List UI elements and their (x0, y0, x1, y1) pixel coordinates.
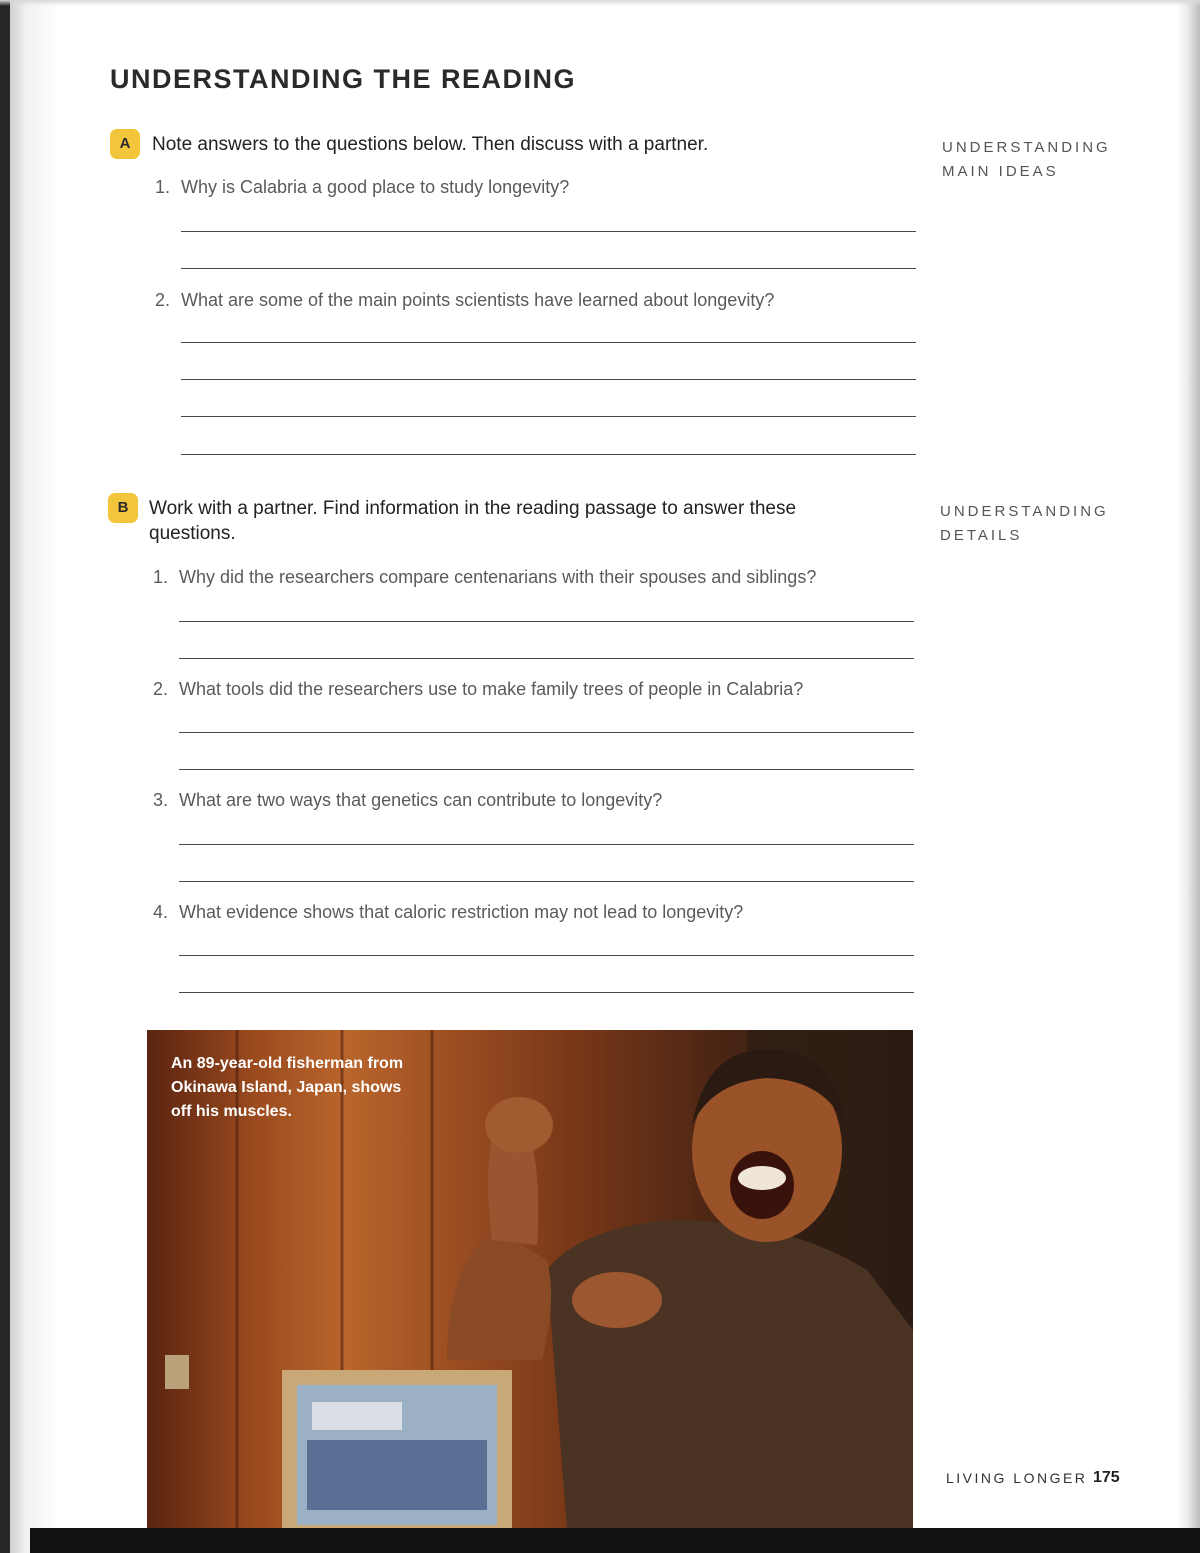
question-number: 1. (155, 177, 171, 197)
section-a-instruction: Note answers to the questions below. Then discuss with a partner. (152, 134, 709, 155)
answer-line[interactable] (179, 732, 914, 733)
question-number: 2. (155, 290, 171, 310)
fisherman-photo (147, 1030, 913, 1530)
answer-line[interactable] (179, 844, 914, 845)
photo-caption: An 89-year-old fisherman from Okinawa Island, Japan, shows off his muscles. (171, 1055, 404, 1120)
question-text: What are two ways that genetics can contribute to longevity? (179, 790, 663, 810)
page-title: UNDERSTANDING THE READING (110, 64, 577, 94)
answer-line[interactable] (179, 992, 914, 993)
answer-line[interactable] (181, 379, 916, 380)
running-head: LIVING LONGER (946, 1470, 1088, 1486)
page-bottom-edge (30, 1528, 1200, 1553)
question-a1 (155, 177, 569, 198)
answer-line[interactable] (179, 658, 914, 659)
answer-line[interactable] (181, 268, 916, 269)
question-number: 4. (153, 902, 169, 922)
section-a-badge: A (110, 129, 140, 159)
top-shadow (0, 0, 1200, 6)
section-b-instruction: Work with a partner. Find information in the reading passage to answer these questions. (149, 498, 797, 544)
book-spine-edge (0, 0, 10, 1553)
answer-line[interactable] (179, 881, 914, 882)
question-number: 1. (153, 567, 169, 587)
question-text: Why did the researchers compare centenarians with their spouses and siblings? (179, 567, 817, 587)
question-b2 (153, 679, 803, 700)
question-number: 3. (153, 790, 169, 810)
question-text: Why is Calabria a good place to study longevity? (181, 177, 570, 197)
question-b1 (153, 567, 816, 588)
page-number: 175 (1093, 1469, 1120, 1486)
question-text: What evidence shows that caloric restriction may not lead to longevity? (179, 902, 744, 922)
answer-line[interactable] (181, 416, 916, 417)
section-b-badge: B (108, 493, 138, 523)
question-b4 (153, 902, 743, 923)
question-b3 (153, 790, 662, 811)
question-number: 2. (153, 679, 169, 699)
answer-line[interactable] (179, 621, 914, 622)
answer-line[interactable] (179, 955, 914, 956)
answer-line[interactable] (181, 342, 916, 343)
question-text: What are some of the main points scientists have learned about longevity? (181, 290, 775, 310)
answer-line[interactable] (181, 454, 916, 455)
side-label-main-ideas: UNDERSTANDING MAIN IDEAS (942, 139, 1111, 180)
question-a2 (155, 290, 774, 311)
question-text: What tools did the researchers use to make family trees of people in Calabria? (179, 679, 804, 699)
side-label-details: UNDERSTANDING DETAILS (940, 503, 1109, 544)
answer-line[interactable] (181, 231, 916, 232)
answer-line[interactable] (179, 769, 914, 770)
